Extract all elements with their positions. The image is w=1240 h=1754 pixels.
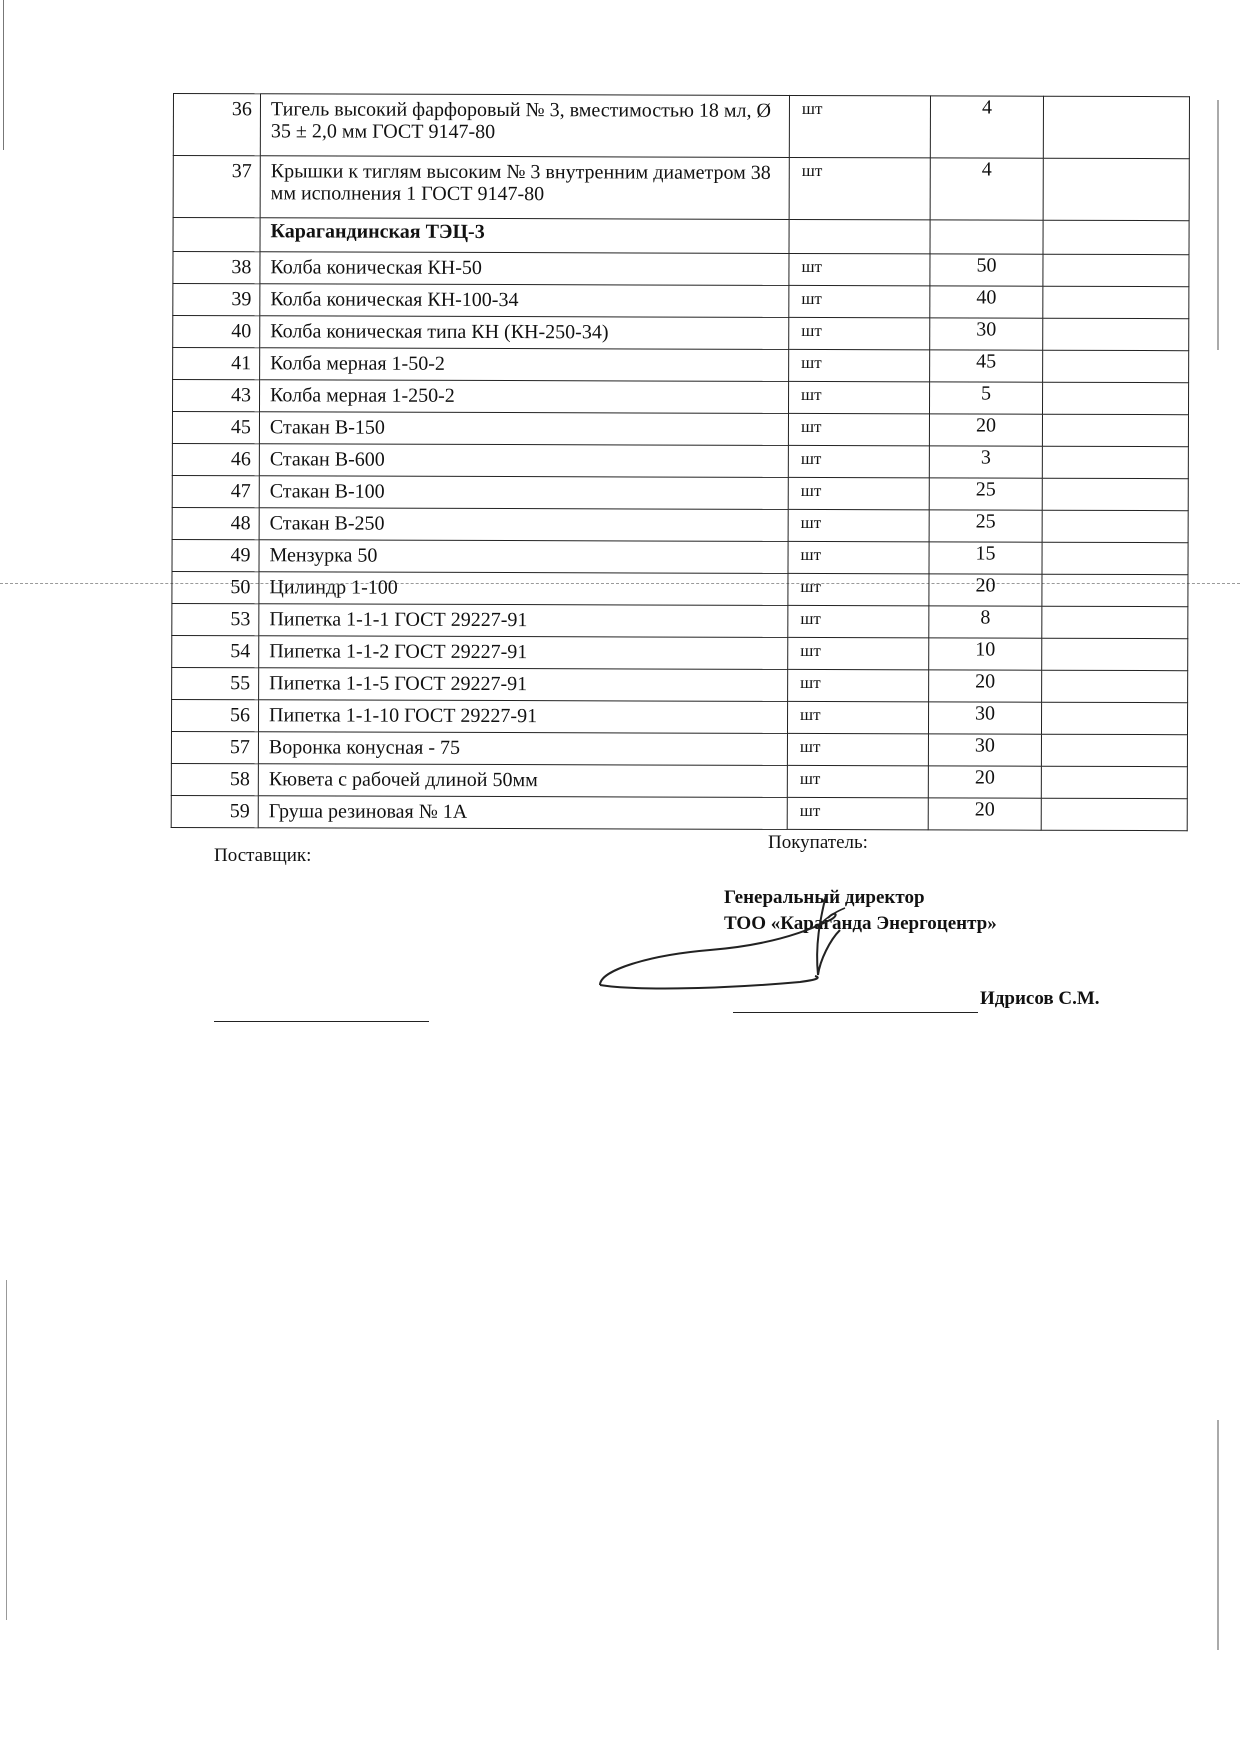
item-quantity: 30 — [928, 702, 1041, 734]
item-name: Пипетка 1-1-5 ГОСТ 29227-91 — [259, 668, 788, 702]
item-quantity: 30 — [928, 734, 1041, 766]
row-number: 56 — [171, 699, 258, 731]
table-row — [171, 699, 1187, 734]
scan-edge-mark — [6, 1280, 7, 1620]
table-row — [172, 475, 1188, 510]
item-name: Стакан В-100 — [259, 476, 788, 510]
table-row — [171, 731, 1187, 766]
empty-cell — [1042, 606, 1188, 638]
table-row — [172, 380, 1188, 415]
row-number: 50 — [172, 571, 259, 603]
item-quantity: 20 — [928, 766, 1041, 798]
item-name: Кювета с рабочей длиной 50мм — [258, 764, 787, 798]
item-name: Карагандинская ТЭЦ-3 — [260, 218, 789, 254]
row-number: 54 — [172, 635, 259, 667]
empty-cell — [1042, 446, 1188, 478]
item-name: Пипетка 1-1-10 ГОСТ 29227-91 — [258, 700, 787, 734]
item-unit: шт — [788, 477, 929, 509]
item-name: Мензурка 50 — [259, 540, 788, 574]
item-name: Груша резиновая № 1А — [258, 796, 787, 830]
empty-cell — [1042, 510, 1188, 542]
table-row — [173, 316, 1189, 351]
empty-cell — [1041, 734, 1187, 766]
item-name: Крышки к тиглям высоким № 3 внутренним диаметром 38 мм исполнения 1 ГОСТ 9147-80 — [260, 156, 789, 220]
table-row — [172, 667, 1188, 702]
table-row — [173, 284, 1189, 319]
row-number: 45 — [172, 412, 259, 444]
empty-cell — [1043, 286, 1189, 318]
item-name: Воронка конусная - 75 — [258, 732, 787, 766]
item-quantity: 4 — [930, 96, 1043, 158]
item-quantity: 25 — [929, 510, 1042, 542]
row-number: 53 — [172, 603, 259, 635]
item-quantity: 5 — [929, 382, 1042, 414]
item-name: Тигель высокий фарфоровый № 3, вместимостью 18 мл, Ø 35 ± 2,0 мм ГОСТ 9147-80 — [260, 94, 789, 158]
item-unit: шт — [789, 95, 930, 157]
item-unit: шт — [788, 669, 929, 701]
row-number: 58 — [171, 763, 258, 795]
item-unit: шт — [789, 253, 930, 285]
row-number: 39 — [173, 284, 260, 316]
item-name: Стакан В-250 — [259, 508, 788, 542]
item-unit: шт — [788, 605, 929, 637]
row-number: 43 — [172, 380, 259, 412]
table-row — [173, 348, 1189, 383]
empty-cell — [1041, 798, 1187, 830]
item-name: Стакан В-150 — [259, 412, 788, 446]
empty-cell — [1042, 478, 1188, 510]
item-name: Колба коническая КН-50 — [260, 252, 789, 286]
item-unit: шт — [788, 445, 929, 477]
item-quantity: 8 — [929, 606, 1042, 638]
empty-cell — [1041, 766, 1187, 798]
empty-cell — [1042, 542, 1188, 574]
empty-cell — [1043, 350, 1189, 382]
item-quantity: 30 — [930, 318, 1043, 350]
table-row — [171, 795, 1187, 830]
item-quantity: 3 — [929, 446, 1042, 478]
item-unit: шт — [787, 797, 928, 829]
scan-edge-mark — [1217, 100, 1219, 350]
table-row — [173, 156, 1189, 221]
handwritten-signature — [590, 890, 890, 1010]
table-row — [172, 539, 1188, 574]
table-row — [172, 412, 1188, 447]
item-unit: шт — [788, 509, 929, 541]
item-unit — [789, 219, 930, 253]
items-table — [171, 93, 1190, 831]
buyer-title-line1: Генеральный директор — [724, 887, 925, 908]
supplier-signature-line — [214, 1021, 429, 1022]
item-unit: шт — [787, 733, 928, 765]
empty-cell — [1043, 158, 1189, 220]
item-unit: шт — [788, 381, 929, 413]
table-row — [172, 443, 1188, 478]
item-unit: шт — [789, 317, 930, 349]
buyer-name: Идрисов С.М. — [980, 988, 1100, 1009]
table-row — [171, 763, 1187, 798]
item-quantity: 20 — [929, 574, 1042, 606]
item-name: Пипетка 1-1-1 ГОСТ 29227-91 — [259, 604, 788, 638]
buyer-signature-line — [733, 1012, 978, 1013]
item-unit: шт — [788, 573, 929, 605]
item-quantity: 20 — [929, 414, 1042, 446]
item-unit: шт — [789, 349, 930, 381]
item-unit: шт — [787, 701, 928, 733]
row-number: 38 — [173, 252, 260, 284]
supplier-label: Поставщик: — [214, 845, 312, 866]
empty-cell — [1042, 414, 1188, 446]
item-quantity: 4 — [930, 158, 1043, 220]
item-unit: шт — [789, 285, 930, 317]
item-quantity: 20 — [928, 798, 1041, 830]
table-row — [173, 94, 1189, 159]
item-unit: шт — [788, 413, 929, 445]
item-unit: шт — [787, 765, 928, 797]
item-quantity: 10 — [929, 638, 1042, 670]
empty-cell — [1043, 220, 1189, 254]
table-row — [172, 603, 1188, 638]
item-quantity — [930, 220, 1043, 254]
item-quantity: 50 — [930, 254, 1043, 286]
empty-cell — [1042, 638, 1188, 670]
empty-cell — [1042, 574, 1188, 606]
item-name: Колба коническая типа КН (КН-250-34) — [260, 316, 789, 350]
item-name: Колба мерная 1-50-2 — [260, 348, 789, 382]
empty-cell — [1042, 670, 1188, 702]
item-quantity: 45 — [930, 350, 1043, 382]
row-number — [173, 218, 260, 252]
item-unit: шт — [789, 157, 930, 219]
item-name: Пипетка 1-1-2 ГОСТ 29227-91 — [259, 636, 788, 670]
row-number: 40 — [173, 316, 260, 348]
row-number: 46 — [172, 443, 259, 475]
item-name: Колба коническая КН-100-34 — [260, 284, 789, 318]
item-name: Стакан В-600 — [259, 444, 788, 478]
row-number: 49 — [172, 539, 259, 571]
table-row — [173, 252, 1189, 287]
row-number: 55 — [172, 667, 259, 699]
empty-cell — [1043, 96, 1189, 158]
section-row — [173, 218, 1189, 255]
empty-cell — [1043, 254, 1189, 286]
item-quantity: 40 — [930, 286, 1043, 318]
row-number: 36 — [173, 94, 260, 156]
row-number: 48 — [172, 507, 259, 539]
row-number: 41 — [173, 348, 260, 380]
empty-cell — [1043, 318, 1189, 350]
row-number: 57 — [171, 731, 258, 763]
item-unit: шт — [788, 637, 929, 669]
empty-cell — [1042, 382, 1188, 414]
empty-cell — [1041, 702, 1187, 734]
item-unit: шт — [788, 541, 929, 573]
buyer-title-line2: ТОО «Караганда Энергоцентр» — [724, 913, 997, 934]
item-name: Колба мерная 1-250-2 — [259, 380, 788, 414]
scan-edge-mark — [1217, 1420, 1219, 1650]
row-number: 59 — [171, 795, 258, 827]
item-quantity: 25 — [929, 478, 1042, 510]
scan-edge-mark — [3, 0, 4, 150]
table-row — [172, 635, 1188, 670]
row-number: 47 — [172, 475, 259, 507]
buyer-label: Покупатель: — [768, 832, 868, 853]
row-number: 37 — [173, 156, 260, 218]
table-row — [172, 571, 1188, 606]
table-row — [172, 507, 1188, 542]
item-quantity: 20 — [929, 670, 1042, 702]
item-quantity: 15 — [929, 542, 1042, 574]
item-name: Цилиндр 1-100 — [259, 572, 788, 606]
